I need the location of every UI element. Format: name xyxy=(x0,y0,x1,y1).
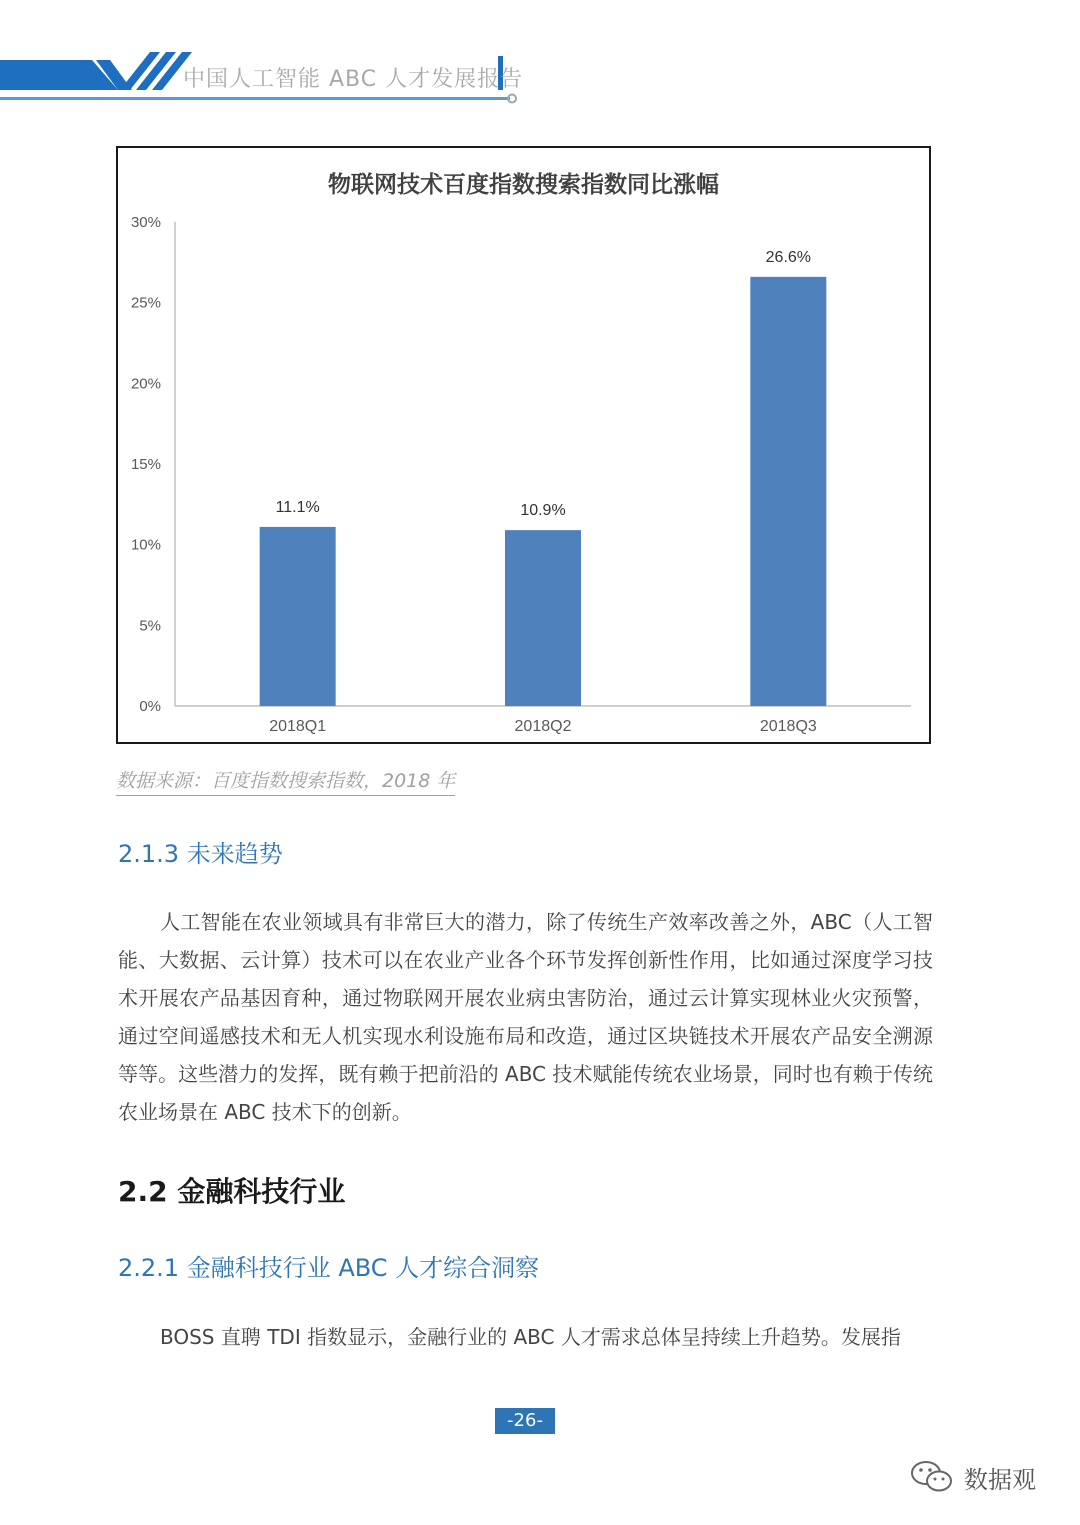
section-heading-2-1-3: 2.1.3 未来趋势 xyxy=(118,840,283,868)
chart-title: 物联网技术百度指数搜索指数同比涨幅 xyxy=(328,172,719,198)
chart-source-note: 数据来源：百度指数搜索指数，2018 年 xyxy=(116,766,455,796)
page-number: -26- xyxy=(495,1408,555,1434)
data-label: 11.1% xyxy=(275,498,320,516)
bar xyxy=(260,527,336,706)
section-heading-2-2: 2.2 金融科技行业 xyxy=(118,1175,346,1208)
wechat-icon xyxy=(910,1458,954,1496)
section-heading-2-2-1: 2.2.1 金融科技行业 ABC 人才综合洞察 xyxy=(118,1254,540,1282)
page-header xyxy=(0,0,1080,120)
y-tick-label: 10% xyxy=(130,536,161,554)
header-decoration xyxy=(0,0,1080,120)
x-tick-label: 2018Q3 xyxy=(759,718,817,735)
y-tick-label: 20% xyxy=(130,375,161,393)
data-label: 26.6% xyxy=(765,248,812,266)
chart-container xyxy=(116,146,931,744)
bar xyxy=(505,530,581,706)
bar xyxy=(750,277,826,706)
data-label: 10.9% xyxy=(520,502,566,520)
y-tick-label: 25% xyxy=(130,294,161,312)
y-tick-label: 0% xyxy=(139,698,161,715)
y-tick-label: 5% xyxy=(139,617,161,635)
y-tick-label: 30% xyxy=(130,214,161,231)
watermark-text: 数据观 xyxy=(964,1465,1036,1494)
bar-chart xyxy=(118,148,929,742)
section-paragraph-2-2-1: BOSS 直聘 TDI 指数显示，金融行业的 ABC 人才需求总体呈持续上升趋势。发展指 xyxy=(160,1325,901,1349)
x-tick-label: 2018Q2 xyxy=(514,718,572,735)
y-tick-label: 15% xyxy=(130,456,161,473)
header-title: 中国人工智能 ABC 人才发展报告 xyxy=(183,67,524,92)
x-tick-label: 2018Q1 xyxy=(269,718,327,735)
section-paragraph-2-1-3: 人工智能在农业领域具有非常巨大的潜力，除了传统生产效率改善之外，ABC（人工智能、大数据、云计算）技术可以在农业产业各个环节发挥创新性作用，比如通过深度学习技术开展农产品基因育种，通过物联网开展农业病虫害防治，通过云计算实现林业火灾预警，通过空间遥感技术和无人机实现水利设施布局和改造，通过区块链技术开展农产品安全溯源等等。这些潜力的发挥，既有赖于把前沿的 ABC 技术赋能传统农业场景，同时也有赖于传统农业场景在 ABC 技术下的创新。 xyxy=(118,910,933,1124)
watermark xyxy=(910,1456,1036,1498)
